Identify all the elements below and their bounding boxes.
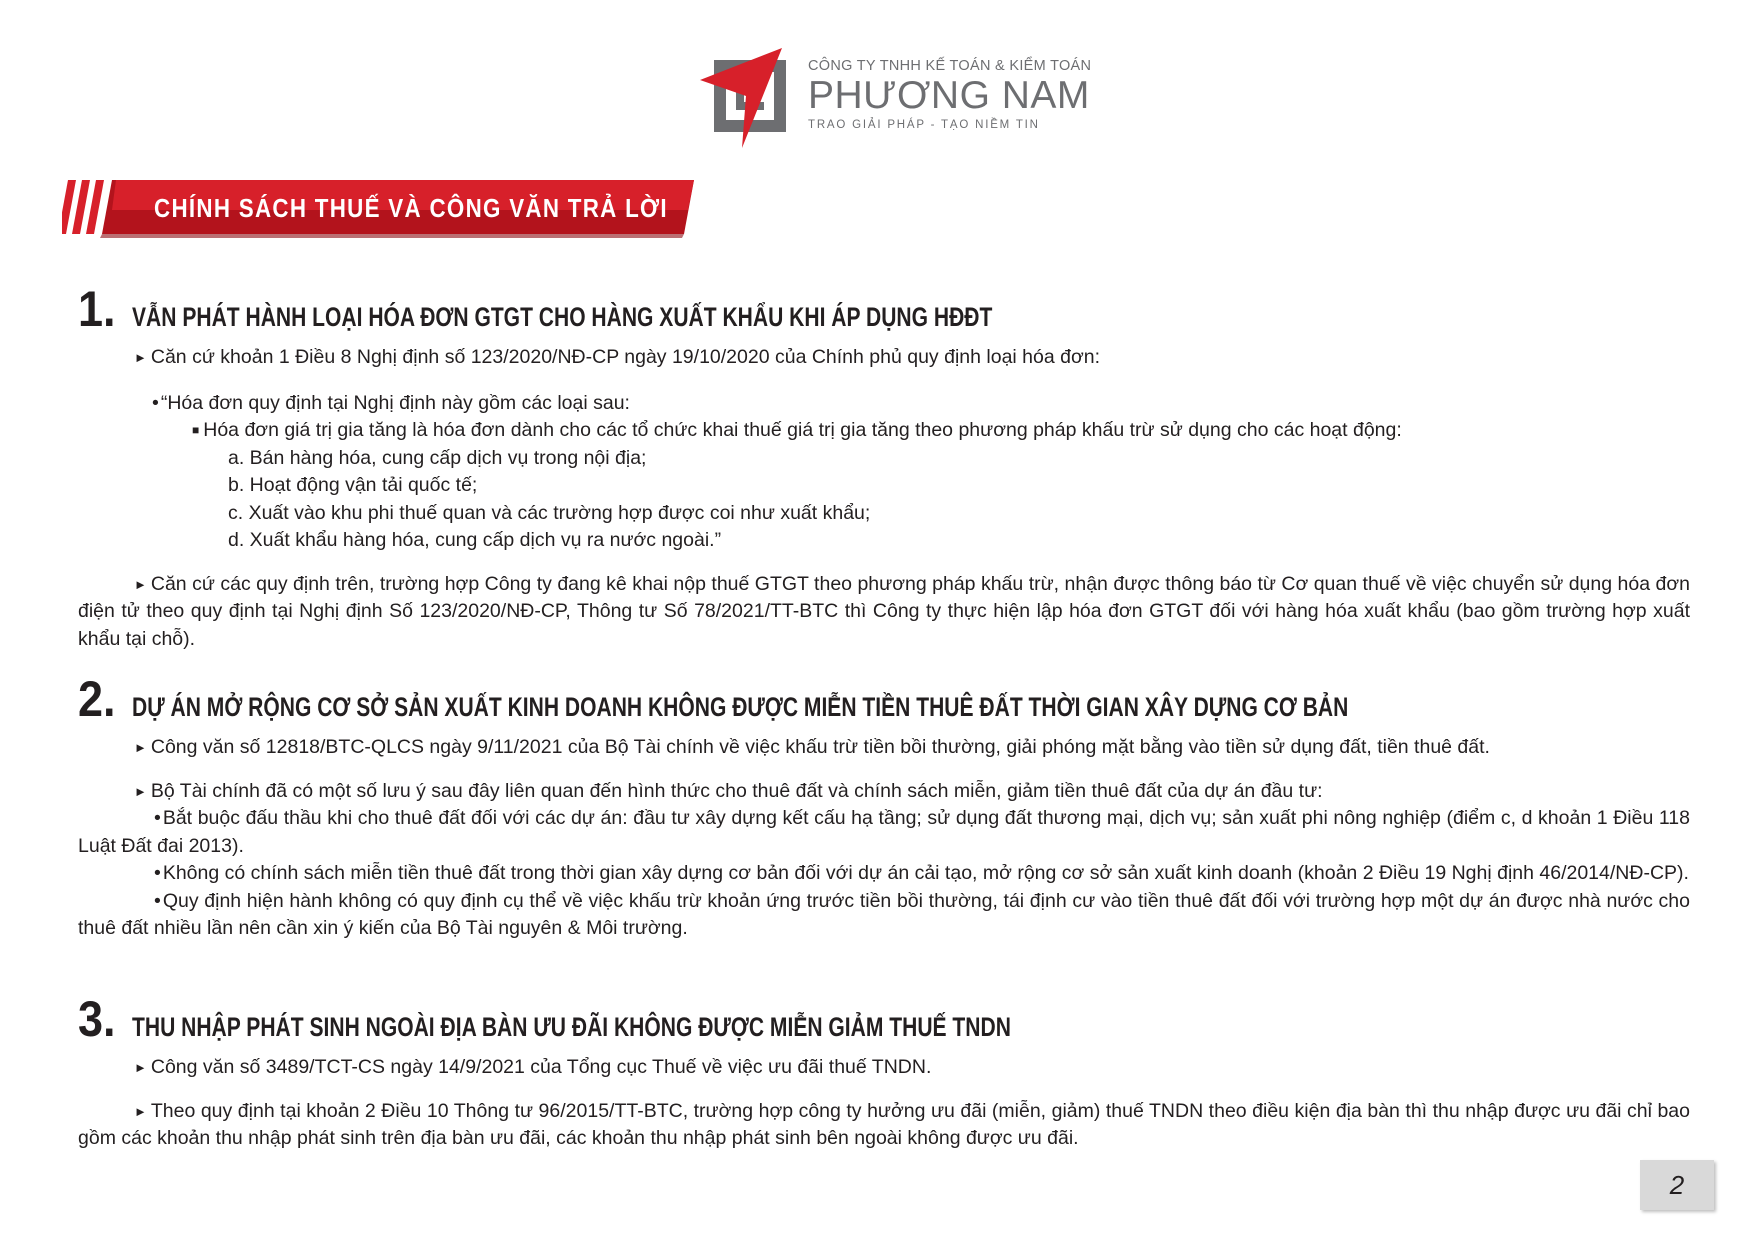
section-1	[78, 280, 1690, 653]
section-number: 3.	[78, 991, 116, 1047]
square-bullet-icon: ■	[192, 423, 200, 437]
logo-mark-icon	[700, 48, 810, 158]
paragraph: ► Căn cứ các quy định trên, trường hợp Công ty đang kê khai nộp thuế GTGT theo phương pháp khấu trừ, nhận được thông báo từ Cơ quan thuế về việc chuyển sử dụng hóa đơn điện tử theo quy định tại Nghị định Số 123/2020/NĐ-CP, Thông tư Số 78/2021/TT-BTC thì Công ty thực hiện lập hóa đơn GTGT đối với hàng hóa xuất khẩu (bao gồm trường hợp xuất khẩu tại chỗ).	[78, 572, 1690, 650]
quote-line: • “Hóa đơn quy định tại Nghị định này gồm các loại sau:	[152, 391, 630, 414]
paragraph: ► Theo quy định tại khoản 2 Điều 10 Thông tư 96/2015/TT-BTC, trường hợp công ty hưởng ưu đãi (miễn, giảm) thuế TNDN theo điều kiện địa bàn thì thu nhập được ưu đãi chỉ bao gồm các khoản thu nhập phát sinh trên địa bàn ưu đãi, các khoản thu nhập phát sinh bên ngoài không được ưu đãi.	[78, 1099, 1690, 1149]
triangle-bullet-icon: ►	[134, 1103, 147, 1119]
section-2	[78, 670, 1690, 943]
company-logo	[700, 48, 1092, 158]
list-item: d. Xuất khẩu hàng hóa, cung cấp dịch vụ ra nước ngoài.”	[228, 529, 722, 551]
list-item: • Không có chính sách miễn tiền thuê đất trong thời gian xây dựng cơ bản đối với dự án cải tạo, mở rộng cơ sở sản xuất kinh doanh (khoản 2 Điều 19 Nghị định 46/2014/NĐ-CP).	[154, 862, 1689, 884]
list-item: c. Xuất vào khu phi thuế quan và các trường hợp được coi như xuất khẩu;	[228, 501, 871, 524]
triangle-bullet-icon: ►	[134, 783, 147, 799]
dot-bullet-icon: •	[154, 862, 161, 884]
page-number: 2	[1640, 1160, 1714, 1210]
section-number: 2.	[78, 671, 116, 727]
paragraph: ► Công văn số 12818/BTC-QLCS ngày 9/11/2021 của Bộ Tài chính về việc khấu trừ tiền bồi thường, giải phóng mặt bằng vào tiền sử dụng đất, tiền thuê đất.	[134, 736, 1490, 758]
company-slogan: TRAO GIẢI PHÁP - TẠO NIỀM TIN	[808, 119, 1040, 131]
section-banner	[62, 180, 702, 240]
paragraph: ► Bộ Tài chính đã có một số lưu ý sau đây liên quan đến hình thức cho thuê đất và chính sách miễn, giảm tiền thuê đất của dự án đầu tư:	[134, 779, 1323, 802]
paragraph: ► Công văn số 3489/TCT-CS ngày 14/9/2021 của Tổng cục Thuế về việc ưu đãi thuế TNDN.	[134, 1056, 932, 1078]
section-number: 1.	[78, 281, 116, 337]
sub-item: ■ Hóa đơn giá trị gia tăng là hóa đơn dành cho các tổ chức khai thuế giá trị gia tăng theo phương pháp khấu trừ sử dụng cho các hoạt động:	[192, 419, 1402, 441]
list-item: b. Hoạt động vận tải quốc tế;	[228, 474, 478, 496]
list-item: a. Bán hàng hóa, cung cấp dịch vụ trong nội địa;	[228, 446, 647, 469]
dot-bullet-icon: •	[154, 889, 161, 912]
triangle-bullet-icon: ►	[134, 576, 147, 592]
section-title: THU NHẬP PHÁT SINH NGOÀI ĐỊA BÀN ƯU ĐÃI KHÔNG ĐƯỢC MIỄN GIẢM THUẾ TNDN	[132, 1012, 1011, 1042]
company-name: CÔNG TY TNHH KẾ TOÁN & KIỂM TOÁN	[808, 58, 1092, 74]
banner-title: CHÍNH SÁCH THUẾ VÀ CÔNG VĂN TRẢ LỜI	[154, 193, 668, 223]
list-item: • Quy định hiện hành không có quy định cụ thể về việc khấu trừ khoản ứng trước tiền bồi thường, tái định cư vào tiền thuê đất đối với trường hợp một dự án được nhà nước cho thuê đất nhiều lần nên cần xin ý kiến của Bộ Tài nguyên & Môi trường.	[78, 889, 1690, 939]
triangle-bullet-icon: ►	[134, 740, 147, 755]
list-item: • Bắt buộc đấu thầu khi cho thuê đất đối với các dự án: đầu tư xây dựng kết cấu hạ tầng; sử dụng đất thương mại, dịch vụ; sản xuất phi nông nghiệp (điểm c, d khoản 1 Điều 118 Luật Đất đai 2013).	[78, 807, 1690, 857]
section-title: VẪN PHÁT HÀNH LOẠI HÓA ĐƠN GTGT CHO HÀNG XUẤT KHẨU KHI ÁP DỤNG HĐĐT	[132, 302, 993, 332]
dot-bullet-icon: •	[152, 391, 159, 414]
triangle-bullet-icon: ►	[134, 350, 147, 365]
paragraph: ► Căn cứ khoản 1 Điều 8 Nghị định số 123/2020/NĐ-CP ngày 19/10/2020 của Chính phủ quy định loại hóa đơn:	[134, 346, 1101, 368]
dot-bullet-icon: •	[154, 807, 161, 829]
triangle-bullet-icon: ►	[134, 1060, 147, 1075]
brand-name: PHƯƠNG NAM	[808, 74, 1090, 117]
section-3	[78, 990, 1690, 1153]
section-title: DỰ ÁN MỞ RỘNG CƠ SỞ SẢN XUẤT KINH DOANH KHÔNG ĐƯỢC MIỄN TIỀN THUÊ ĐẤT THỜI GIAN XÂY DỰNG CƠ BẢN	[132, 692, 1349, 722]
